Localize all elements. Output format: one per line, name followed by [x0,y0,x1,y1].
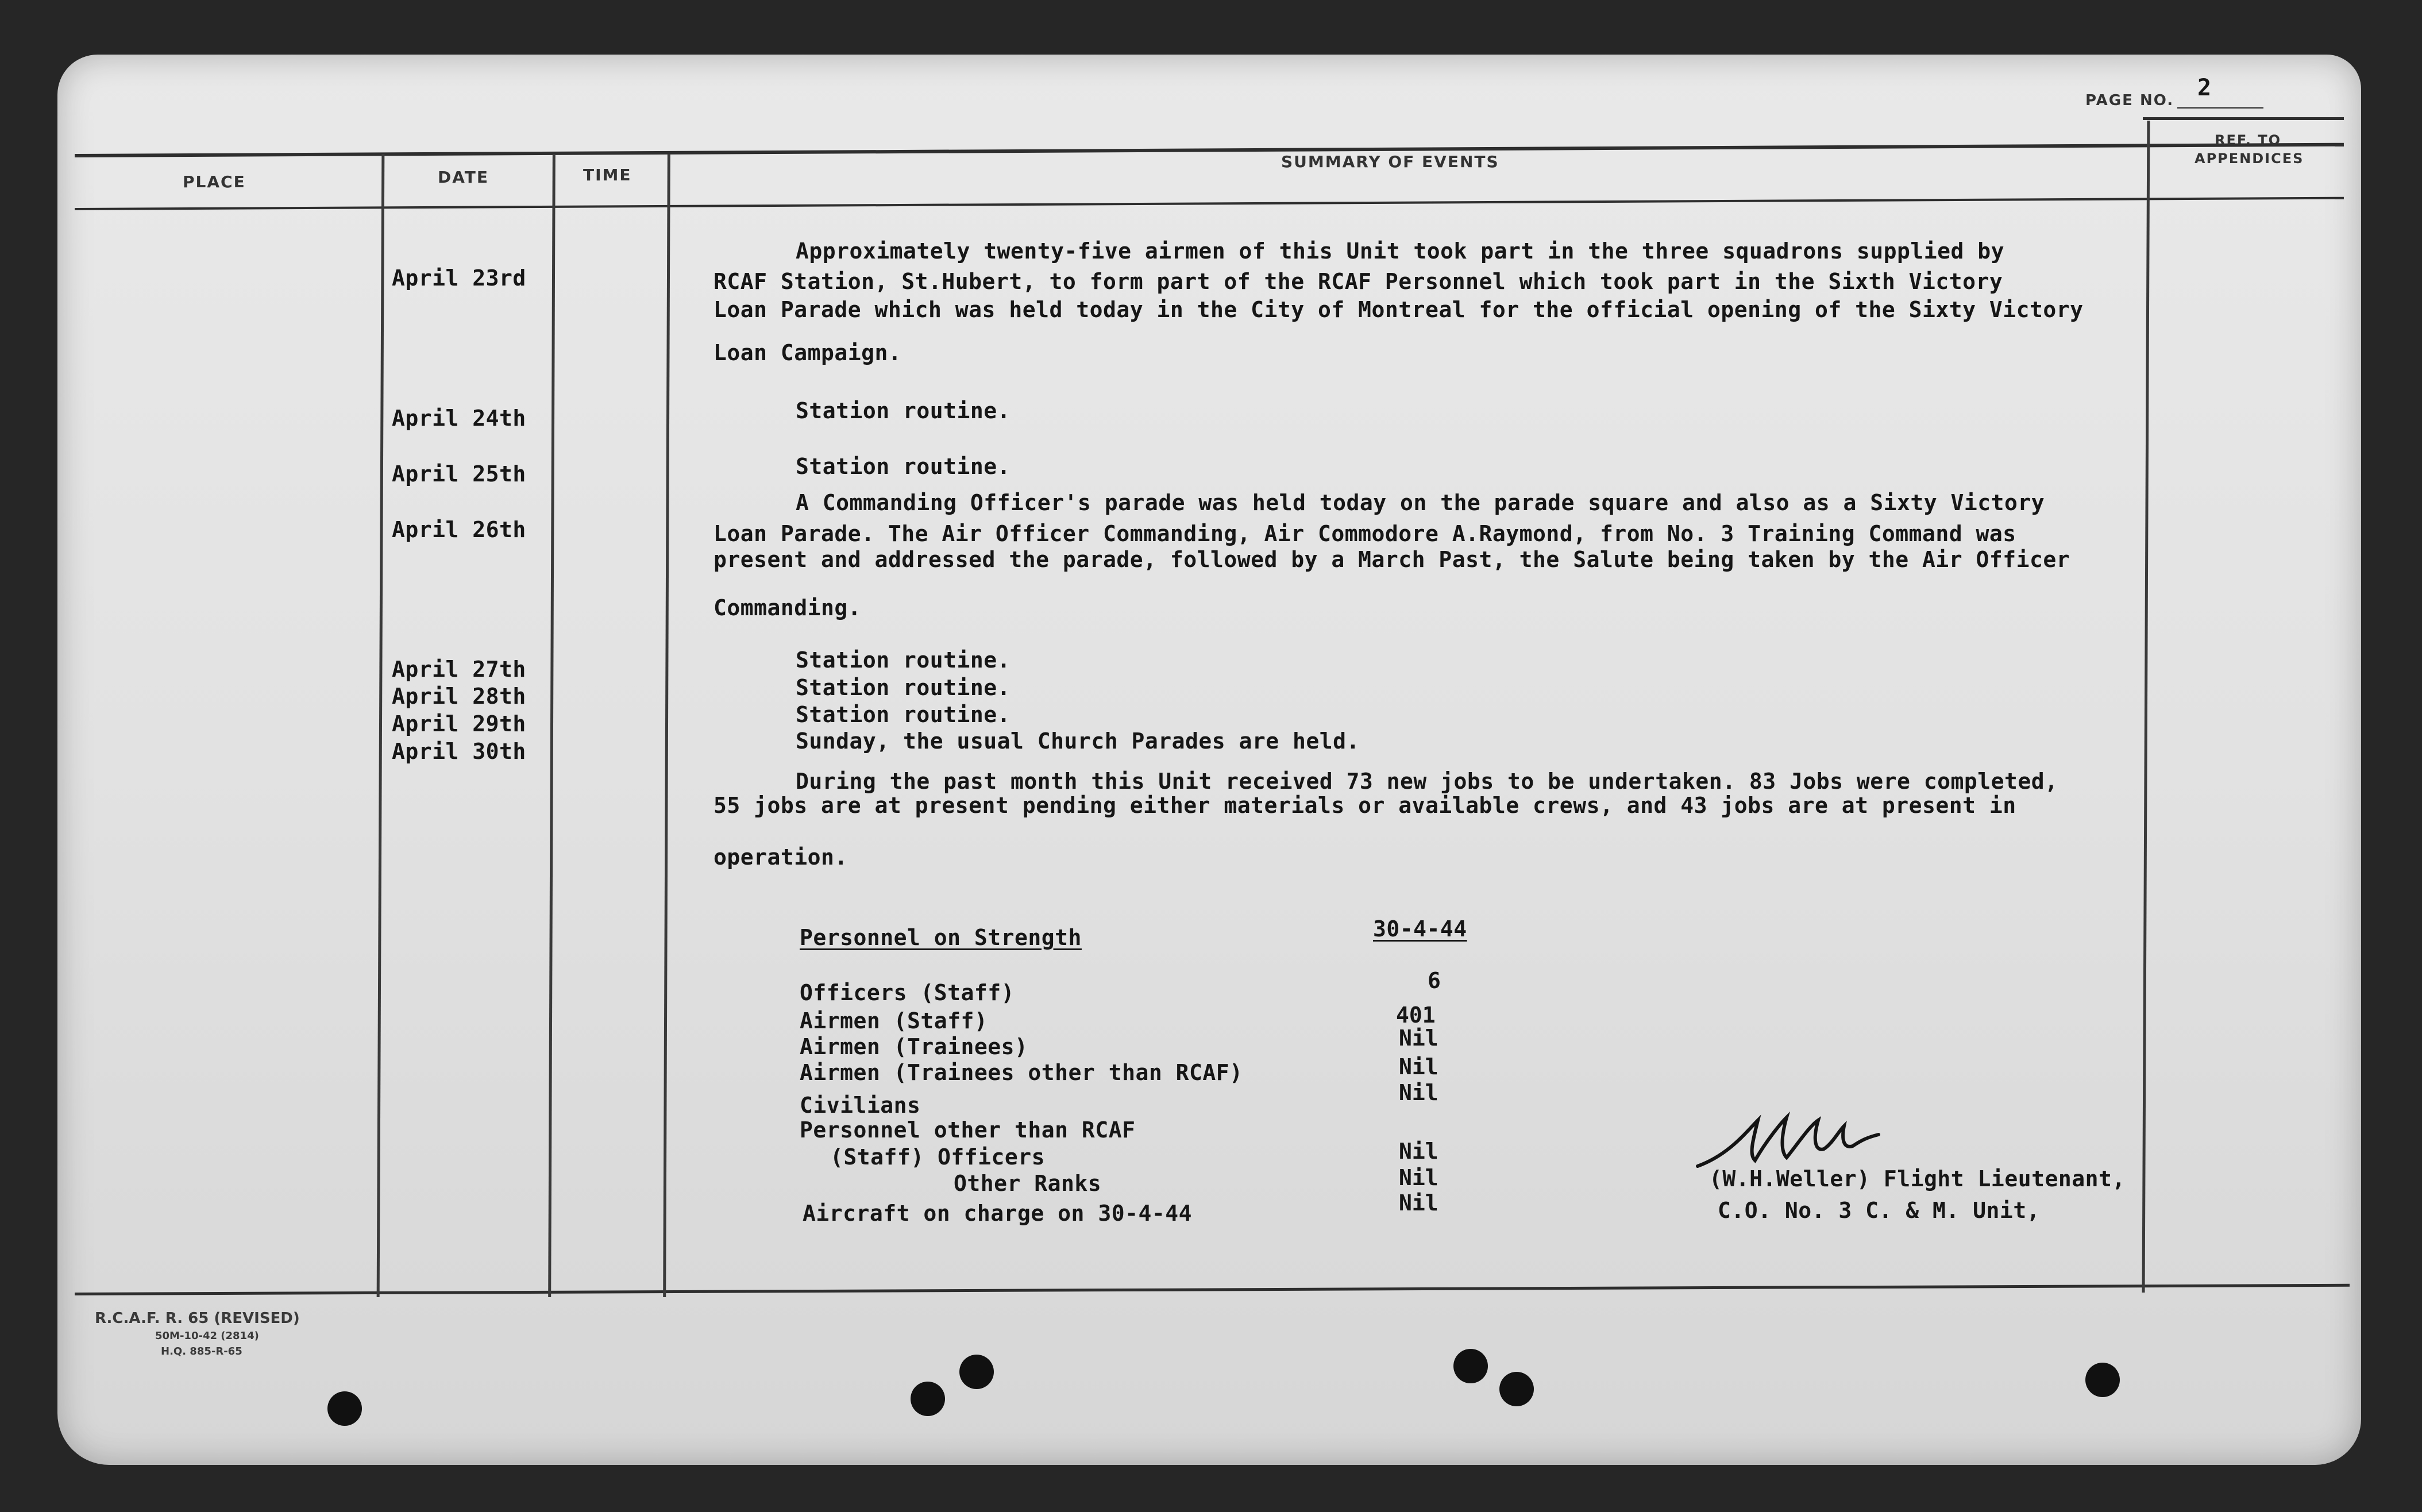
strength-row-label: Airmen (Trainees) [800,1034,1028,1059]
entry-apr23-line: RCAF Station, St.Hubert, to form part of the RCAF Personnel which took part in the Sixth Victory [714,269,2003,294]
punch-hole [911,1382,945,1416]
punch-hole [1453,1349,1488,1383]
header-ref-line1: REF. TO [2215,132,2281,148]
entry-apr28: Station routine. [796,675,1011,700]
strength-row-value: 401 [1396,1002,1436,1028]
strength-row-label: Airmen (Trainees other than RCAF) [800,1060,1243,1085]
strength-row-value: Nil [1399,1139,1438,1164]
entry-apr23-line: Loan Parade which was held today in the City of Montreal for the official opening of the Sixty Victory [714,297,2084,322]
header-date: DATE [438,168,489,187]
strength-row-value: Nil [1399,1025,1438,1051]
punch-hole [327,1391,362,1426]
form-print-code: 50M-10-42 (2814) [155,1330,259,1342]
strength-row-label: Other Ranks [954,1171,1102,1196]
entry-apr27: Station routine. [796,647,1011,673]
header-ref-line2: APPENDICES [2195,151,2304,167]
entry-apr23-line: Loan Campaign. [714,340,902,365]
strength-title: Personnel on Strength [800,925,1082,950]
strength-date: 30-4-44 [1373,916,1467,942]
form-number: R.C.A.F. R. 65 (REVISED) [95,1310,300,1327]
monthly-summary-line: During the past month this Unit received 73 new jobs to be undertaken. 83 Jobs were completed, [796,769,2058,794]
strength-row-label: Aircraft on charge on 30-4-44 [803,1201,1192,1226]
entry-apr29: Station routine. [796,702,1011,727]
entry-apr23-line: Approximately twenty-five airmen of this Unit took part in the three squadrons supplied by [796,238,2005,264]
date-apr-23: April 23rd [392,265,526,291]
monthly-summary-line: operation. [714,844,848,870]
strength-row-value: Nil [1399,1165,1438,1190]
date-apr-26: April 26th [392,517,526,542]
date-apr-29: April 29th [392,711,526,736]
strength-row-label: Airmen (Staff) [800,1008,988,1033]
date-apr-25: April 25th [392,461,526,487]
strength-row-label: Officers (Staff) [800,980,1015,1005]
entry-apr26-line: A Commanding Officer's parade was held today on the parade square and also as a Sixty Victory [796,490,2045,515]
punch-hole [1499,1372,1534,1406]
entry-apr26-line: Commanding. [714,595,862,620]
entry-apr26-line: Loan Parade. The Air Officer Commanding, Air Commodore A.Raymond, from No. 3 Training Command was [714,521,2016,546]
page-number: 2 [2197,75,2212,101]
strength-row-value: Nil [1399,1080,1438,1105]
strength-row-label: Personnel other than RCAF [800,1117,1136,1143]
date-apr-24: April 24th [392,406,526,431]
strength-row-label: Civilians [800,1093,921,1118]
strength-row-value: 6 [1428,968,1441,993]
entry-apr25: Station routine. [796,454,1011,479]
header-time: TIME [583,165,632,184]
strength-row-value: Nil [1399,1054,1438,1079]
header-summary: SUMMARY OF EVENTS [1281,152,1499,171]
signature-name: (W.H.Weller) Flight Lieutenant, [1709,1166,2126,1191]
date-apr-28: April 28th [392,684,526,709]
page-number-underline [2177,107,2263,109]
monthly-summary-line: 55 jobs are at present pending either materials or available crews, and 43 jobs are at present in [714,793,2016,818]
signature-unit: C.O. No. 3 C. & M. Unit, [1718,1198,2041,1223]
entry-apr24: Station routine. [796,398,1011,423]
page-number-label: PAGE NO. [2085,92,2174,109]
header-place: PLACE [183,172,246,191]
punch-hole [959,1355,994,1389]
date-apr-27: April 27th [392,657,526,682]
form-hq-code: H.Q. 885-R-65 [161,1345,242,1357]
entry-apr30: Sunday, the usual Church Parades are held. [796,728,1360,754]
signature-mark [1695,1109,1902,1172]
date-apr-30: April 30th [392,739,526,764]
strength-row-label: (Staff) Officers [830,1144,1046,1170]
entry-apr26-line: present and addressed the parade, followed by a March Past, the Salute being taken by the Air Officer [714,547,2070,572]
header-rule-upper [2143,117,2344,120]
punch-hole [2085,1363,2120,1397]
strength-row-value: Nil [1399,1190,1438,1216]
